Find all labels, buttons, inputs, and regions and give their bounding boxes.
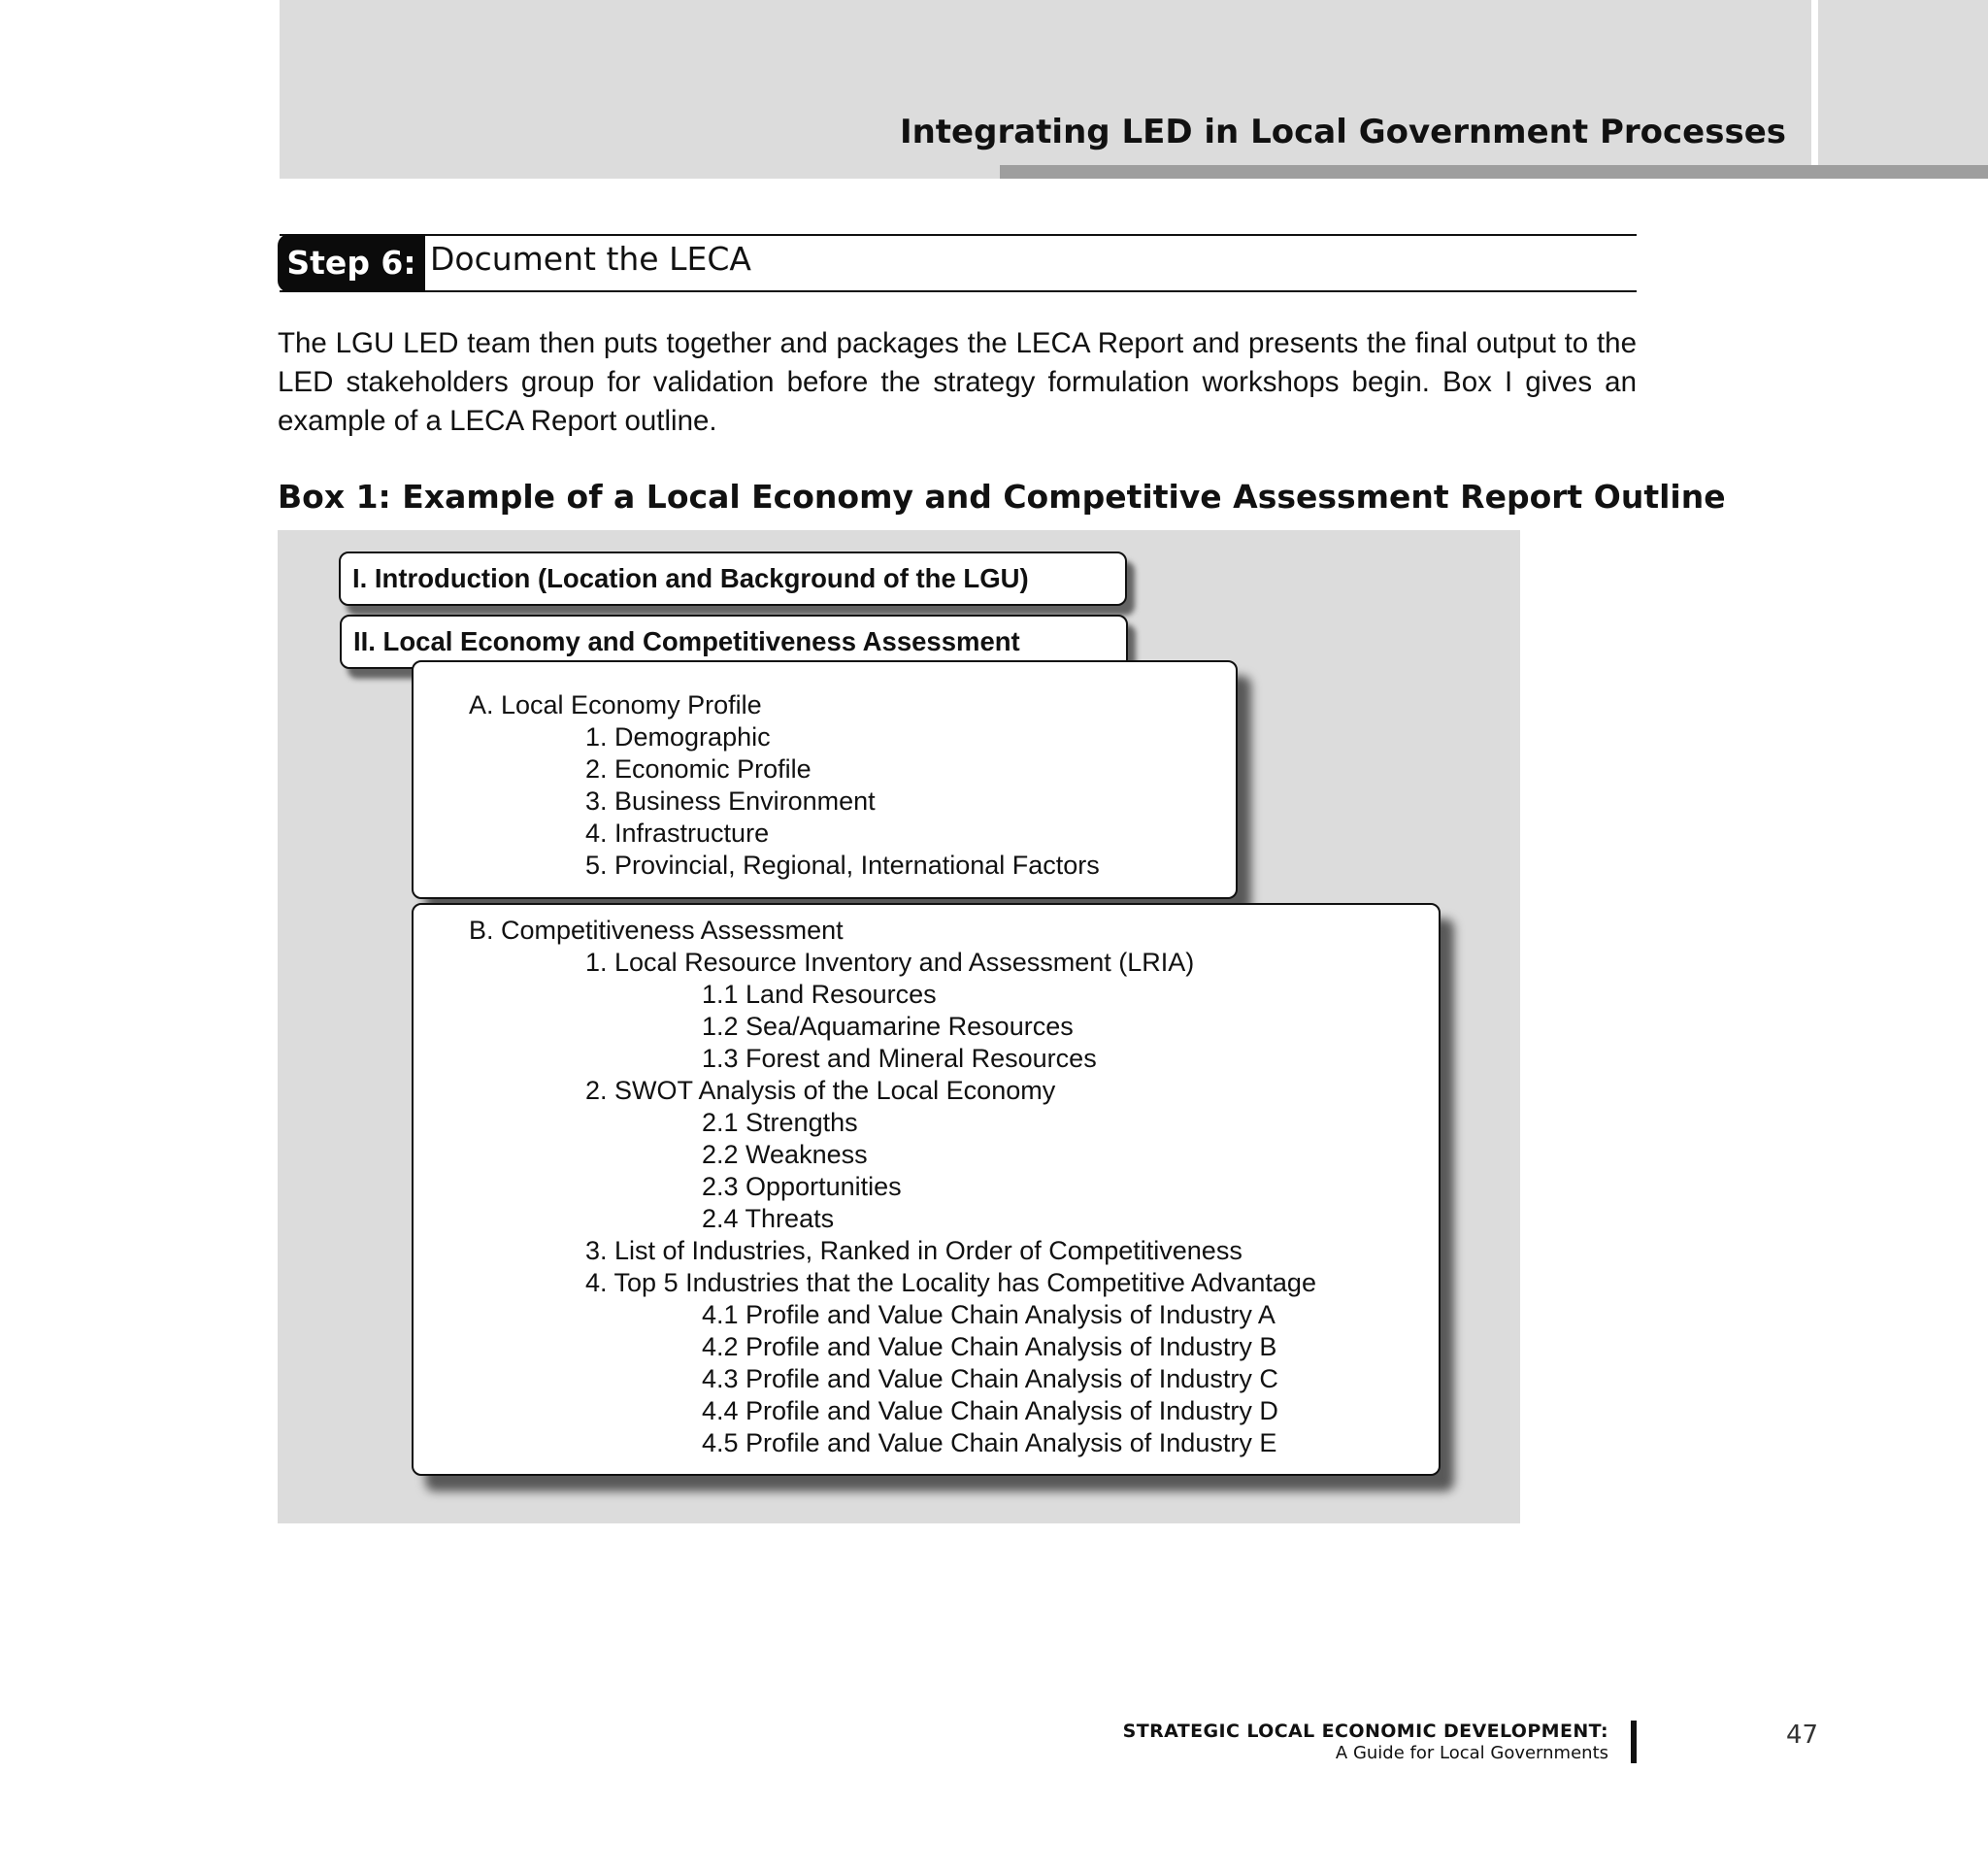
header-band [280, 0, 1811, 179]
outline-item: 2.2 Weakness [702, 1140, 868, 1169]
outline-card-competitiveness-assessment [412, 903, 1441, 1476]
outline-item: 4.4 Profile and Value Chain Analysis of Industry D [702, 1396, 1278, 1425]
outline-box [278, 530, 1520, 1523]
outline-item: 1. Demographic [585, 722, 771, 752]
outline-item: A. Local Economy Profile [469, 690, 762, 719]
outline-item: 2.4 Threats [702, 1204, 835, 1233]
page-number: 47 [1786, 1721, 1819, 1750]
outline-item: 4.3 Profile and Value Chain Analysis of Industry C [702, 1364, 1278, 1393]
outline-item: 2. Economic Profile [585, 754, 812, 784]
outline-item: 1.3 Forest and Mineral Resources [702, 1044, 1097, 1073]
running-header-title: Integrating LED in Local Government Processes [899, 113, 1786, 151]
outline-item: 2.3 Opportunities [702, 1172, 902, 1201]
outline-item: 3. List of Industries, Ranked in Order of Competitiveness [585, 1236, 1242, 1265]
step-title: Document the LECA [430, 240, 751, 278]
outline-item: 2.1 Strengths [702, 1108, 858, 1137]
outline-item: 1.1 Land Resources [702, 980, 937, 1009]
footer-title: STRATEGIC LOCAL ECONOMIC DEVELOPMENT: [1122, 1721, 1608, 1742]
outline-card-local-economy-profile [412, 660, 1238, 899]
outline-item: 5. Provincial, Regional, International Factors [585, 851, 1100, 880]
box-caption: Box 1: Example of a Local Economy and Competitive Assessment Report Outline [278, 478, 1726, 516]
intro-paragraph: The LGU LED team then puts together and packages the LECA Report and presents the final output to the LED stakeholders group for validation before the strategy formulation workshops begin. Box I gives an example of a LECA Report outline. [278, 327, 1637, 437]
outline-item: 4.5 Profile and Value Chain Analysis of Industry E [702, 1428, 1277, 1457]
outline-item: 4.2 Profile and Value Chain Analysis of Industry B [702, 1332, 1277, 1361]
outline-section-introduction [339, 552, 1127, 606]
outline-item: B. Competitiveness Assessment [469, 916, 844, 945]
outline-item: 1.2 Sea/Aquamarine Resources [702, 1012, 1074, 1041]
outline-section-label: I. Introduction (Location and Background of the LGU) [352, 563, 1029, 593]
outline-item: 1. Local Resource Inventory and Assessment (LRIA) [585, 948, 1195, 977]
outline-item: 4.1 Profile and Value Chain Analysis of Industry A [702, 1300, 1276, 1329]
outline-item: 4. Infrastructure [585, 819, 770, 848]
outline-item: 3. Business Environment [585, 786, 876, 816]
footer-subtitle: A Guide for Local Governments [1335, 1743, 1608, 1763]
header-corner-block [1818, 0, 1988, 165]
step-badge: Step 6: [278, 234, 425, 292]
outline-item: 2. SWOT Analysis of the Local Economy [585, 1076, 1056, 1105]
footer-bar [1631, 1721, 1637, 1763]
step-rule-bottom [280, 290, 1637, 292]
header-rule [1000, 165, 1988, 179]
outline-item: 4. Top 5 Industries that the Locality has Competitive Advantage [585, 1268, 1316, 1297]
step-rule-top [280, 234, 1637, 236]
outline-section-label: II. Local Economy and Competitiveness Assessment [353, 626, 1020, 656]
